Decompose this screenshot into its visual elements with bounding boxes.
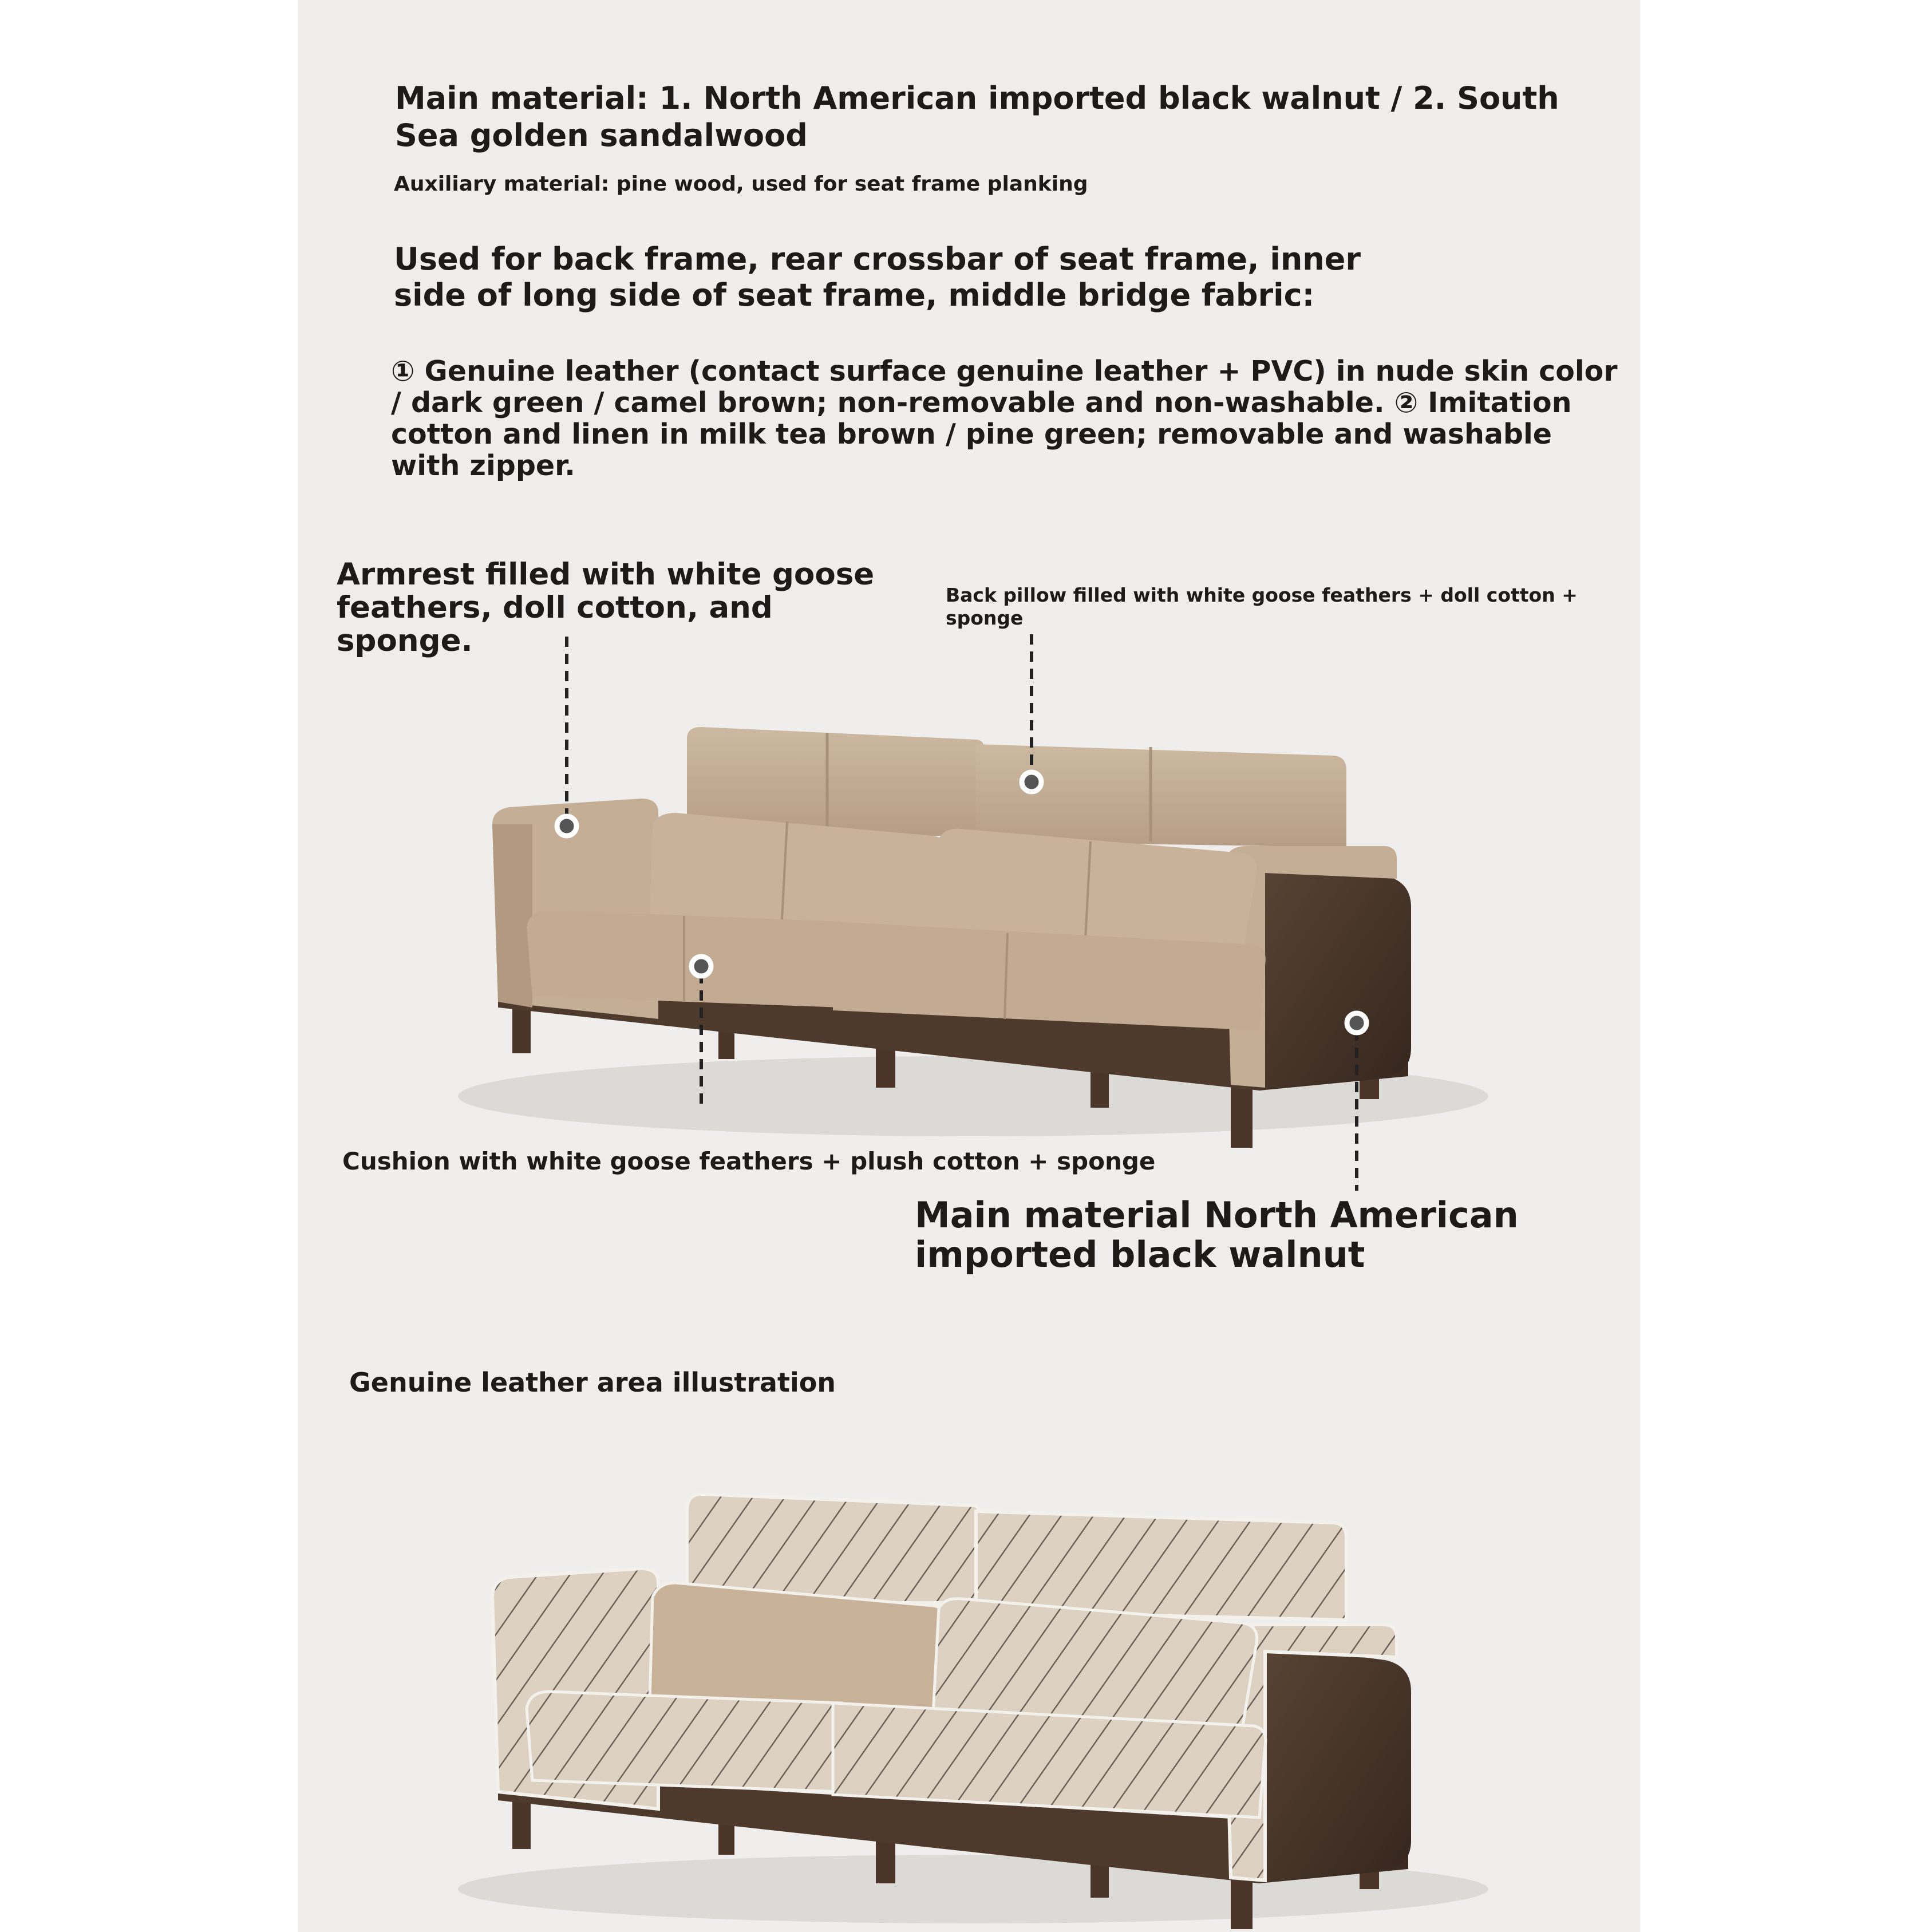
leather-area-title: Genuine leather area illustration xyxy=(349,1367,836,1398)
back-pillow-callout: Back pillow filled with white goose feathers + doll cotton + sponge xyxy=(946,584,1578,629)
frame-material-callout: Main material North American imported black walnut xyxy=(915,1194,1519,1276)
used-for-text: Used for back frame, rear crossbar of seat frame, inner side of long side of seat frame, middle bridge fabric: xyxy=(394,241,1361,313)
sofa-photo-main xyxy=(458,727,1488,1148)
main-material-heading: Main material: 1. North American imported black walnut / 2. South Sea golden sandalwood xyxy=(395,80,1559,153)
sofa-leather-area-illustration xyxy=(458,1494,1488,1929)
auxiliary-material-text: Auxiliary material: pine wood, used for seat frame planking xyxy=(394,172,1088,196)
cushion-callout: Cushion with white goose feathers + plush cotton + sponge xyxy=(342,1147,1156,1175)
armrest-callout: Armrest filled with white goose feathers, doll cotton, and sponge. xyxy=(337,557,875,658)
fabric-options-text: ① Genuine leather (contact surface genuine leather + PVC) in nude skin color / dark green / camel brown; non-removable and non-washable. ② Imitation cotton and linen in milk tea brown / pine green; removable and washable with zipper. xyxy=(391,355,1618,482)
